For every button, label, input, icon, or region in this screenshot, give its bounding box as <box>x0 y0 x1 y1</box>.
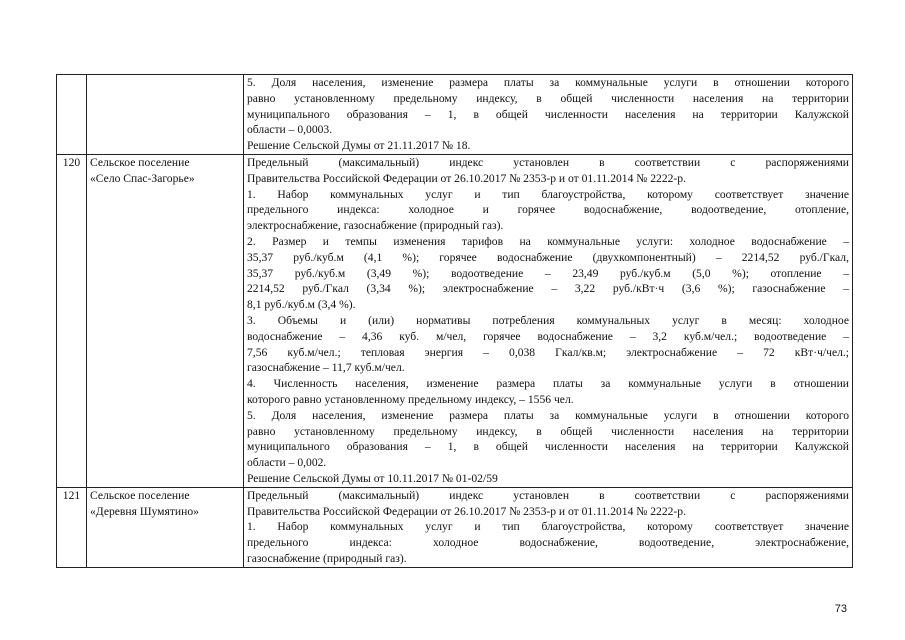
description-line: области – 0,002. <box>247 456 327 470</box>
description-line: 8,1 руб./куб.м (3,4 %). <box>247 298 356 312</box>
tariff-index-table <box>56 74 853 568</box>
description-line: Предельный (максимальный) индекс установлен в соответствии с распоряжениями <box>247 488 849 502</box>
index-description-cell <box>244 487 853 567</box>
settlement-name-line: «Село Спас-Загорье» <box>90 171 195 185</box>
settlement-name-line: Сельское поселение <box>90 488 190 502</box>
description-line: Решение Сельской Думы от 21.11.2017 № 18. <box>247 139 471 153</box>
description-line: Правительства Российской Федерации от 26.10.2017 № 2353-р и от 01.11.2014 № 2222-р. <box>247 171 686 185</box>
row-number-cell: 121 <box>57 487 87 567</box>
description-line: 7,56 куб.м/чел.; тепловая энергия – 0,038 Гкал/кв.м; электроснабжение – 72 кВт·ч/чел.; <box>247 345 849 359</box>
description-line: области – 0,0003. <box>247 123 333 137</box>
description-line: 35,37 руб./куб.м (4,1 %); горячее водоснабжение (двухкомпонентный) – 2214,52 руб./Гкал, <box>247 250 849 264</box>
description-line: равно установленному предельному индексу, в общей численности населения на территории <box>247 424 849 438</box>
row-number-cell: 120 <box>57 154 87 487</box>
page-number: 73 <box>834 603 847 615</box>
settlement-name-line: Сельское поселение <box>90 155 190 169</box>
description-line: Правительства Российской Федерации от 26.10.2017 № 2353-р и от 01.11.2014 № 2222-р. <box>247 504 686 518</box>
description-line: газоснабжение – 11,7 куб.м/чел. <box>247 361 405 375</box>
description-line: Предельный (максимальный) индекс установлен в соответствии с распоряжениями <box>247 155 849 169</box>
table-row <box>57 154 853 487</box>
description-line: газоснабжение (природный газ). <box>247 551 407 565</box>
description-line: 4. Численность населения, изменение размера платы за коммунальные услуги в отношении <box>247 377 849 391</box>
description-line: предельного индекса: холодное и горячее водоснабжение, водоотведение, отопление, <box>247 203 849 217</box>
settlement-name-cell <box>87 154 244 487</box>
index-description-cell <box>244 154 853 487</box>
description-line: равно установленному предельному индексу, в общей численности населения на территории <box>247 91 849 105</box>
description-line: 2. Размер и темпы изменения тарифов на коммунальные услуги: холодное водоснабжение – <box>247 234 849 248</box>
index-description-cell <box>244 75 853 155</box>
description-line: 1. Набор коммунальных услуг и тип благоустройства, которому соответствует значение <box>247 187 849 201</box>
description-line: муниципального образования – 1, в общей численности населения на территории Калужской <box>247 440 849 454</box>
description-line: 2214,52 руб./Гкал (3,34 %); электроснабжение – 3,22 руб./кВт·ч (3,6 %); газоснабжение – <box>247 282 849 296</box>
description-line: 1. Набор коммунальных услуг и тип благоустройства, которому соответствует значение <box>247 520 849 534</box>
row-number-cell <box>57 75 87 155</box>
settlement-name-cell <box>87 75 244 155</box>
description-line: муниципального образования – 1, в общей численности населения на территории Калужской <box>247 107 849 121</box>
description-line: электроснабжение, газоснабжение (природный газ). <box>247 219 504 233</box>
settlement-name-cell <box>87 487 244 567</box>
description-line: водоснабжение – 4,36 куб. м/чел, горячее водоснабжение – 3,2 куб.м/чел.; водоотведение – <box>247 329 849 343</box>
description-line: 5. Доля населения, изменение размера платы за коммунальные услуги в отношении которого <box>247 76 849 89</box>
settlement-name-line: «Деревня Шумятино» <box>90 504 199 518</box>
description-line: Решение Сельской Думы от 10.11.2017 № 01-02/59 <box>247 471 498 485</box>
description-line: 3. Объемы и (или) нормативы потребления коммунальных услуг в месяц: холодное <box>247 313 849 327</box>
table-row <box>57 75 853 155</box>
description-line: 5. Доля населения, изменение размера платы за коммунальные услуги в отношении которого <box>247 408 849 422</box>
description-line: 35,37 руб./куб.м (3,49 %); водоотведение – 23,49 руб./куб.м (5,0 %); отопление – <box>247 266 849 280</box>
table-body <box>57 75 853 568</box>
description-line: которого равно установленному предельному индексу, – 1556 чел. <box>247 392 574 406</box>
table-row <box>57 487 853 567</box>
description-line: предельного индекса: холодное водоснабжение, водоотведение, электроснабжение, <box>247 536 849 550</box>
